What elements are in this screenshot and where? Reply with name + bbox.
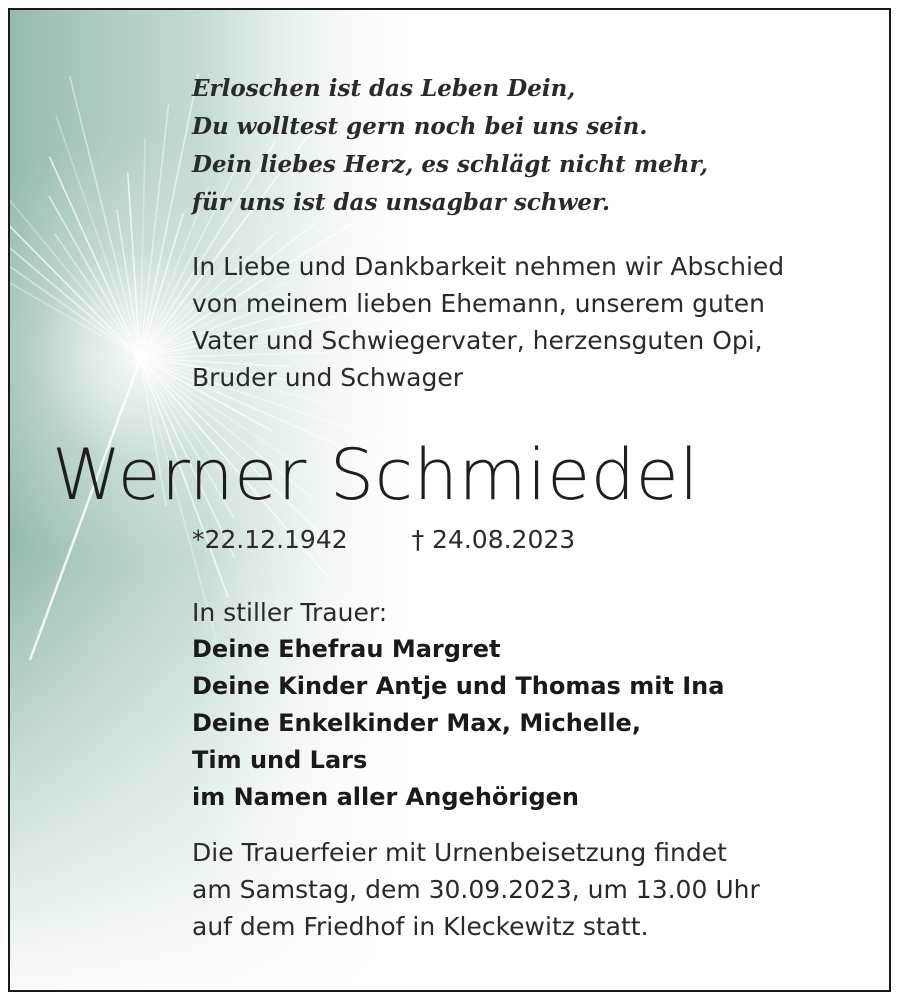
farewell-line: von meinem lieben Ehemann, unserem guten — [192, 289, 765, 318]
poem-line: für uns ist das unsagbar schwer. — [192, 189, 611, 216]
death-date: † 24.08.2023 — [411, 525, 576, 554]
mourner-line: Deine Enkelkinder Max, Michelle, — [192, 709, 641, 737]
obituary-content — [10, 10, 889, 990]
mourner-line: Deine Ehefrau Margret — [192, 635, 501, 663]
mourners-label: In stiller Trauer: — [192, 598, 388, 627]
farewell-line: Vater und Schwiegervater, herzensguten Opi, — [192, 326, 763, 355]
mourner-line: Deine Kinder Antje und Thomas mit Ina — [192, 672, 725, 700]
life-dates — [192, 522, 575, 558]
mourners-block — [192, 594, 724, 816]
deceased-name: Werner Schmiedel — [52, 434, 700, 516]
service-line: Die Trauerfeier mit Urnenbeisetzung findet — [192, 838, 727, 867]
service-line: am Samstag, dem 30.09.2023, um 13.00 Uhr — [192, 875, 760, 904]
poem-line: Dein liebes Herz, es schlägt nicht mehr, — [192, 151, 708, 178]
farewell-text — [192, 248, 784, 396]
service-line: auf dem Friedhof in Kleckewitz statt. — [192, 912, 649, 941]
farewell-line: Bruder und Schwager — [192, 363, 464, 392]
memorial-poem — [192, 70, 708, 222]
obituary-card — [8, 8, 891, 992]
farewell-line: In Liebe und Dankbarkeit nehmen wir Abschied — [192, 252, 785, 281]
mourner-line: Tim und Lars — [192, 746, 368, 774]
mourner-line: im Namen aller Angehörigen — [192, 783, 580, 811]
funeral-service-info — [192, 834, 760, 945]
poem-line: Erloschen ist das Leben Dein, — [192, 75, 576, 102]
poem-line: Du wolltest gern noch bei uns sein. — [192, 113, 648, 140]
birth-date: *22.12.1942 — [192, 525, 348, 554]
